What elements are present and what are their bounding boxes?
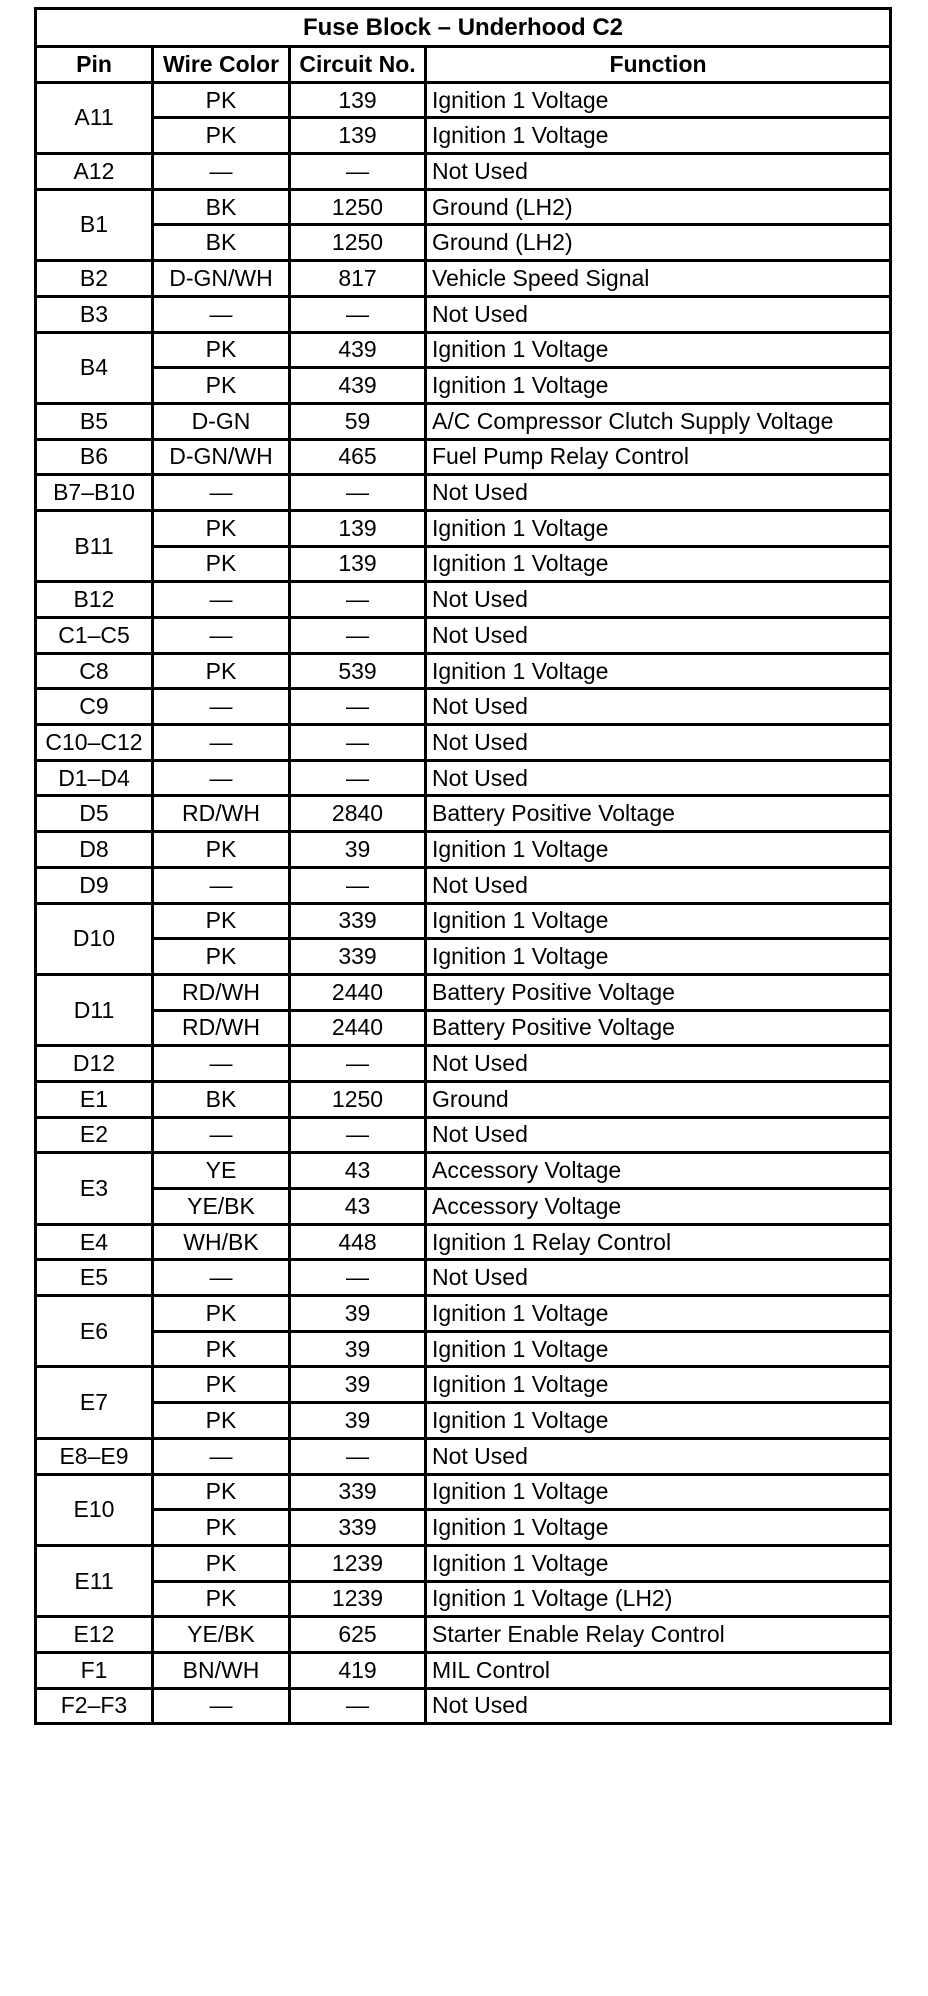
- function-cell: Ground: [426, 1081, 891, 1117]
- table-title: Fuse Block – Underhood C2: [36, 9, 891, 47]
- table-row: [36, 1367, 891, 1403]
- wire-color-cell: —: [153, 689, 290, 725]
- wire-color-cell: PK: [153, 1474, 290, 1510]
- table-row: [36, 546, 891, 582]
- pin-cell: B12: [36, 582, 153, 618]
- wire-color-cell: PK: [153, 546, 290, 582]
- function-cell: Not Used: [426, 725, 891, 761]
- wire-color-cell: PK: [153, 1403, 290, 1439]
- function-cell: Ignition 1 Relay Control: [426, 1224, 891, 1260]
- circuit-number-cell: 39: [290, 1403, 426, 1439]
- circuit-number-cell: —: [290, 1438, 426, 1474]
- circuit-number-cell: —: [290, 725, 426, 761]
- circuit-number-cell: —: [290, 582, 426, 618]
- wire-color-cell: PK: [153, 332, 290, 368]
- pin-cell: A11: [36, 82, 153, 153]
- function-cell: Not Used: [426, 867, 891, 903]
- pin-cell: D5: [36, 796, 153, 832]
- circuit-number-cell: 59: [290, 403, 426, 439]
- wire-color-cell: PK: [153, 653, 290, 689]
- table-row: [36, 439, 891, 475]
- circuit-number-cell: 39: [290, 1296, 426, 1332]
- wire-color-cell: BK: [153, 1081, 290, 1117]
- wire-color-cell: —: [153, 1260, 290, 1296]
- table-row: [36, 82, 891, 118]
- function-cell: Not Used: [426, 1117, 891, 1153]
- circuit-number-cell: 139: [290, 82, 426, 118]
- table-row: [36, 1046, 891, 1082]
- function-cell: Ignition 1 Voltage (LH2): [426, 1581, 891, 1617]
- wire-color-cell: PK: [153, 903, 290, 939]
- function-cell: Not Used: [426, 618, 891, 654]
- function-cell: Not Used: [426, 1046, 891, 1082]
- circuit-number-cell: 439: [290, 368, 426, 404]
- function-cell: Ignition 1 Voltage: [426, 546, 891, 582]
- circuit-number-cell: 419: [290, 1652, 426, 1688]
- title-row: [36, 9, 891, 47]
- circuit-number-cell: 339: [290, 939, 426, 975]
- wire-color-cell: —: [153, 760, 290, 796]
- wire-color-cell: BK: [153, 189, 290, 225]
- pin-cell: D8: [36, 832, 153, 868]
- circuit-number-cell: 448: [290, 1224, 426, 1260]
- table-row: [36, 867, 891, 903]
- circuit-number-cell: 817: [290, 261, 426, 297]
- table-row: [36, 368, 891, 404]
- function-cell: Not Used: [426, 475, 891, 511]
- header-function: Function: [426, 47, 891, 83]
- wire-color-cell: PK: [153, 832, 290, 868]
- pin-cell: D12: [36, 1046, 153, 1082]
- header-circuit-no: Circuit No.: [290, 47, 426, 83]
- wire-color-cell: PK: [153, 939, 290, 975]
- wire-color-cell: PK: [153, 118, 290, 154]
- function-cell: Not Used: [426, 1438, 891, 1474]
- function-cell: Vehicle Speed Signal: [426, 261, 891, 297]
- circuit-number-cell: —: [290, 296, 426, 332]
- function-cell: Ignition 1 Voltage: [426, 1296, 891, 1332]
- wire-color-cell: RD/WH: [153, 796, 290, 832]
- function-cell: MIL Control: [426, 1652, 891, 1688]
- table-row: [36, 1224, 891, 1260]
- pin-cell: E4: [36, 1224, 153, 1260]
- wire-color-cell: PK: [153, 1510, 290, 1546]
- table-row: [36, 796, 891, 832]
- table-row: [36, 1081, 891, 1117]
- wire-color-cell: RD/WH: [153, 974, 290, 1010]
- function-cell: Accessory Voltage: [426, 1189, 891, 1225]
- function-cell: Battery Positive Voltage: [426, 1010, 891, 1046]
- wire-color-cell: —: [153, 1046, 290, 1082]
- circuit-number-cell: —: [290, 1117, 426, 1153]
- pin-cell: C10–C12: [36, 725, 153, 761]
- pin-cell: A12: [36, 154, 153, 190]
- function-cell: Not Used: [426, 689, 891, 725]
- pin-cell: E7: [36, 1367, 153, 1438]
- function-cell: Ignition 1 Voltage: [426, 82, 891, 118]
- pin-cell: C1–C5: [36, 618, 153, 654]
- table-row: [36, 903, 891, 939]
- wire-color-cell: —: [153, 867, 290, 903]
- table-row: [36, 1510, 891, 1546]
- circuit-number-cell: 1239: [290, 1545, 426, 1581]
- function-cell: Ground (LH2): [426, 225, 891, 261]
- pin-cell: E3: [36, 1153, 153, 1224]
- function-cell: Fuel Pump Relay Control: [426, 439, 891, 475]
- wire-color-cell: YE: [153, 1153, 290, 1189]
- table-row: [36, 689, 891, 725]
- pin-cell: D10: [36, 903, 153, 974]
- wire-color-cell: —: [153, 154, 290, 190]
- pin-cell: C9: [36, 689, 153, 725]
- function-cell: Ignition 1 Voltage: [426, 332, 891, 368]
- wire-color-cell: PK: [153, 510, 290, 546]
- circuit-number-cell: 339: [290, 1474, 426, 1510]
- circuit-number-cell: 1250: [290, 189, 426, 225]
- circuit-number-cell: 43: [290, 1189, 426, 1225]
- pin-cell: F2–F3: [36, 1688, 153, 1724]
- table-row: [36, 582, 891, 618]
- wire-color-cell: —: [153, 1117, 290, 1153]
- function-cell: Ignition 1 Voltage: [426, 1474, 891, 1510]
- wire-color-cell: YE/BK: [153, 1189, 290, 1225]
- pin-cell: B11: [36, 510, 153, 581]
- table-row: [36, 118, 891, 154]
- circuit-number-cell: —: [290, 1260, 426, 1296]
- function-cell: Not Used: [426, 760, 891, 796]
- function-cell: Ignition 1 Voltage: [426, 1510, 891, 1546]
- pin-cell: E2: [36, 1117, 153, 1153]
- function-cell: Ignition 1 Voltage: [426, 939, 891, 975]
- table-row: [36, 1688, 891, 1724]
- table-row: [36, 403, 891, 439]
- pin-cell: E1: [36, 1081, 153, 1117]
- circuit-number-cell: —: [290, 154, 426, 190]
- function-cell: Ignition 1 Voltage: [426, 510, 891, 546]
- function-cell: Ignition 1 Voltage: [426, 1367, 891, 1403]
- circuit-number-cell: 139: [290, 510, 426, 546]
- function-cell: Battery Positive Voltage: [426, 974, 891, 1010]
- pin-cell: B3: [36, 296, 153, 332]
- pin-cell: B4: [36, 332, 153, 403]
- circuit-number-cell: —: [290, 1046, 426, 1082]
- function-cell: Not Used: [426, 154, 891, 190]
- pin-cell: F1: [36, 1652, 153, 1688]
- table-row: [36, 939, 891, 975]
- wire-color-cell: PK: [153, 1367, 290, 1403]
- wire-color-cell: PK: [153, 1545, 290, 1581]
- fuse-block-table-container: [34, 7, 889, 1725]
- circuit-number-cell: 1239: [290, 1581, 426, 1617]
- circuit-number-cell: —: [290, 1688, 426, 1724]
- circuit-number-cell: 2440: [290, 1010, 426, 1046]
- circuit-number-cell: —: [290, 618, 426, 654]
- pin-cell: E5: [36, 1260, 153, 1296]
- function-cell: Ground (LH2): [426, 189, 891, 225]
- circuit-number-cell: 539: [290, 653, 426, 689]
- table-row: [36, 725, 891, 761]
- table-row: [36, 225, 891, 261]
- table-row: [36, 189, 891, 225]
- wire-color-cell: —: [153, 618, 290, 654]
- pin-cell: D1–D4: [36, 760, 153, 796]
- function-cell: Not Used: [426, 1688, 891, 1724]
- header-pin: Pin: [36, 47, 153, 83]
- function-cell: Not Used: [426, 1260, 891, 1296]
- wire-color-cell: YE/BK: [153, 1617, 290, 1653]
- pin-cell: E11: [36, 1545, 153, 1616]
- circuit-number-cell: 2440: [290, 974, 426, 1010]
- circuit-number-cell: —: [290, 867, 426, 903]
- table-row: [36, 1117, 891, 1153]
- table-row: [36, 1545, 891, 1581]
- wire-color-cell: WH/BK: [153, 1224, 290, 1260]
- wire-color-cell: PK: [153, 82, 290, 118]
- table-row: [36, 618, 891, 654]
- wire-color-cell: RD/WH: [153, 1010, 290, 1046]
- pin-cell: B1: [36, 189, 153, 260]
- function-cell: Ignition 1 Voltage: [426, 368, 891, 404]
- header-wire-color: Wire Color: [153, 47, 290, 83]
- table-row: [36, 1474, 891, 1510]
- table-row: [36, 1617, 891, 1653]
- wire-color-cell: BK: [153, 225, 290, 261]
- table-row: [36, 1189, 891, 1225]
- function-cell: A/C Compressor Clutch Supply Voltage: [426, 403, 891, 439]
- pin-cell: E10: [36, 1474, 153, 1545]
- pin-cell: E12: [36, 1617, 153, 1653]
- table-row: [36, 832, 891, 868]
- function-cell: Starter Enable Relay Control: [426, 1617, 891, 1653]
- wire-color-cell: —: [153, 1688, 290, 1724]
- circuit-number-cell: 139: [290, 546, 426, 582]
- circuit-number-cell: 1250: [290, 1081, 426, 1117]
- circuit-number-cell: 439: [290, 332, 426, 368]
- circuit-number-cell: 43: [290, 1153, 426, 1189]
- wire-color-cell: —: [153, 296, 290, 332]
- wire-color-cell: PK: [153, 368, 290, 404]
- circuit-number-cell: —: [290, 760, 426, 796]
- wire-color-cell: —: [153, 582, 290, 618]
- circuit-number-cell: 139: [290, 118, 426, 154]
- table-row: [36, 1581, 891, 1617]
- function-cell: Ignition 1 Voltage: [426, 653, 891, 689]
- wire-color-cell: —: [153, 725, 290, 761]
- pin-cell: C8: [36, 653, 153, 689]
- table-row: [36, 974, 891, 1010]
- circuit-number-cell: 339: [290, 1510, 426, 1546]
- table-row: [36, 1438, 891, 1474]
- function-cell: Battery Positive Voltage: [426, 796, 891, 832]
- function-cell: Ignition 1 Voltage: [426, 1331, 891, 1367]
- function-cell: Ignition 1 Voltage: [426, 903, 891, 939]
- pin-cell: B6: [36, 439, 153, 475]
- wire-color-cell: D-GN: [153, 403, 290, 439]
- function-cell: Not Used: [426, 582, 891, 618]
- table-row: [36, 154, 891, 190]
- pin-cell: E6: [36, 1296, 153, 1367]
- wire-color-cell: D-GN/WH: [153, 439, 290, 475]
- circuit-number-cell: 625: [290, 1617, 426, 1653]
- wire-color-cell: PK: [153, 1331, 290, 1367]
- table-row: [36, 1010, 891, 1046]
- table-row: [36, 1153, 891, 1189]
- pin-cell: E8–E9: [36, 1438, 153, 1474]
- table-row: [36, 1403, 891, 1439]
- circuit-number-cell: —: [290, 689, 426, 725]
- pin-cell: D9: [36, 867, 153, 903]
- table-row: [36, 760, 891, 796]
- wire-color-cell: BN/WH: [153, 1652, 290, 1688]
- circuit-number-cell: 465: [290, 439, 426, 475]
- fuse-block-table: [34, 7, 892, 1725]
- table-row: [36, 1331, 891, 1367]
- table-row: [36, 510, 891, 546]
- circuit-number-cell: —: [290, 475, 426, 511]
- pin-cell: D11: [36, 974, 153, 1045]
- table-row: [36, 475, 891, 511]
- wire-color-cell: PK: [153, 1581, 290, 1617]
- table-row: [36, 332, 891, 368]
- circuit-number-cell: 39: [290, 1331, 426, 1367]
- circuit-number-cell: 2840: [290, 796, 426, 832]
- function-cell: Ignition 1 Voltage: [426, 1403, 891, 1439]
- table-row: [36, 1296, 891, 1332]
- function-cell: Ignition 1 Voltage: [426, 832, 891, 868]
- table-row: [36, 1260, 891, 1296]
- function-cell: Ignition 1 Voltage: [426, 118, 891, 154]
- header-row: [36, 47, 891, 83]
- wire-color-cell: PK: [153, 1296, 290, 1332]
- table-row: [36, 261, 891, 297]
- pin-cell: B7–B10: [36, 475, 153, 511]
- table-row: [36, 653, 891, 689]
- function-cell: Accessory Voltage: [426, 1153, 891, 1189]
- circuit-number-cell: 39: [290, 1367, 426, 1403]
- function-cell: Ignition 1 Voltage: [426, 1545, 891, 1581]
- table-row: [36, 296, 891, 332]
- circuit-number-cell: 39: [290, 832, 426, 868]
- wire-color-cell: D-GN/WH: [153, 261, 290, 297]
- function-cell: Not Used: [426, 296, 891, 332]
- circuit-number-cell: 1250: [290, 225, 426, 261]
- wire-color-cell: —: [153, 1438, 290, 1474]
- pin-cell: B2: [36, 261, 153, 297]
- table-body: [36, 82, 891, 1724]
- wire-color-cell: —: [153, 475, 290, 511]
- table-row: [36, 1652, 891, 1688]
- circuit-number-cell: 339: [290, 903, 426, 939]
- pin-cell: B5: [36, 403, 153, 439]
